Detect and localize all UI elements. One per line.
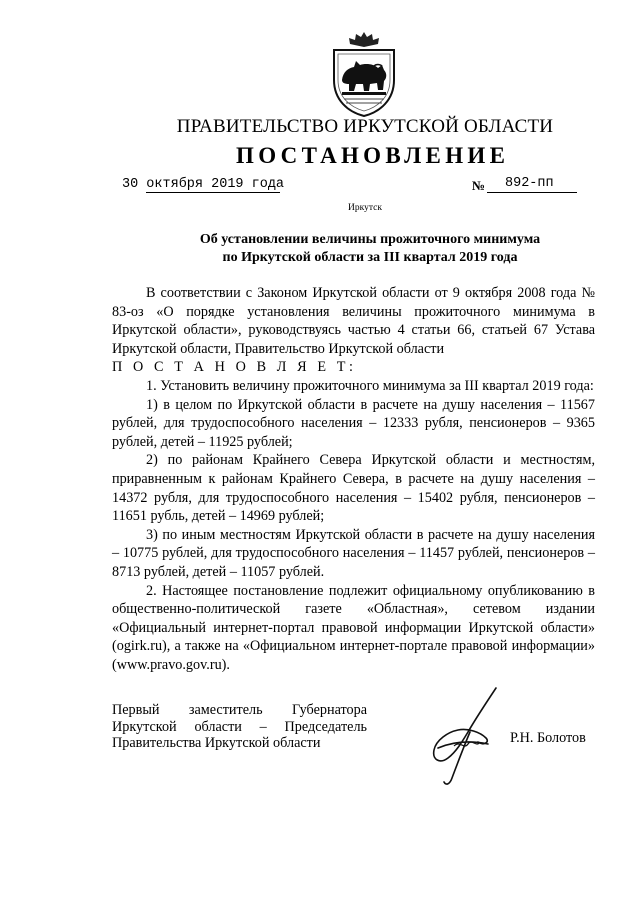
document-type: ПОСТАНОВЛЕНИЕ — [236, 143, 510, 168]
title-line-2: по Иркутской области за III квартал 2019 года — [222, 250, 518, 265]
title-line-1: Об установлении величины прожиточного минимума — [199, 232, 541, 247]
signer-name: Р.Н. Болотов — [510, 730, 586, 746]
signer-title-line-1: Первый заместитель Губернатора — [112, 702, 367, 718]
item-2: 2. Настоящее постановление подлежит официальному опубликованию в общественно-политической газете «Областная», сетевом издании «Официальный интернет-портал правовой информации Иркутской области» (ogirk.ru), а также на «Официальном интернет-портале правовой информации» (www.pravo.gov.ru). — [112, 582, 595, 673]
preamble: В соответствии с Законом Иркутской области от 9 октября 2008 года № 83-оз «О порядке установления величины прожиточного минимума в Иркутской области», руководствуясь частью 4 статьи 66, статьей 67 Устава Иркутской области, Правительство Иркутской области — [112, 285, 595, 357]
number-label: № — [472, 178, 486, 193]
signer-title — [112, 702, 367, 752]
signer-title-line-3: Правительства Иркутской области — [112, 735, 321, 751]
sub-item-3: 3) по иным местностям Иркутской области в расчете на душу населения – 10775 рублей, для трудоспособного населения – 11457 рублей, пенсионеров – 8713 рублей, детей – 11057 рублей. — [112, 526, 595, 580]
number-underline — [487, 192, 577, 193]
signer-title-line-2: Иркутской области – Председатель — [112, 718, 367, 735]
document-body — [112, 284, 595, 674]
sub-item-2: 2) по районам Крайнего Севера Иркутской области и местностям, приравненным к районам Крайнего Севера, в расчете на душу населения – 14372 рубля, для трудоспособного населения – 15402 рубля, пенсионеров – 11651 рубль, детей – 14969 рублей; — [112, 452, 595, 525]
government-name: ПРАВИТЕЛЬСТВО ИРКУТСКОЙ ОБЛАСТИ — [176, 116, 554, 137]
coat-of-arms-icon — [326, 28, 402, 118]
decree-date: 30 октября 2019 года — [122, 177, 285, 192]
item-1: 1. Установить величину прожиточного минимума за III квартал 2019 года: — [146, 377, 594, 394]
sub-item-1: 1) в целом по Иркутской области в расчете на душу населения – 11567 рублей, для трудоспособного населения – 12333 рубля, пенсионеров – 9365 рублей, детей – 11925 рублей; — [112, 396, 595, 450]
date-underline — [146, 192, 280, 193]
city: Иркутск — [348, 203, 382, 213]
decree-word: П О С Т А Н О В Л Я Е Т: — [112, 359, 357, 376]
handwritten-signature-icon — [418, 680, 518, 790]
document-title — [120, 231, 620, 267]
decree-number: 892-пп — [505, 176, 554, 191]
